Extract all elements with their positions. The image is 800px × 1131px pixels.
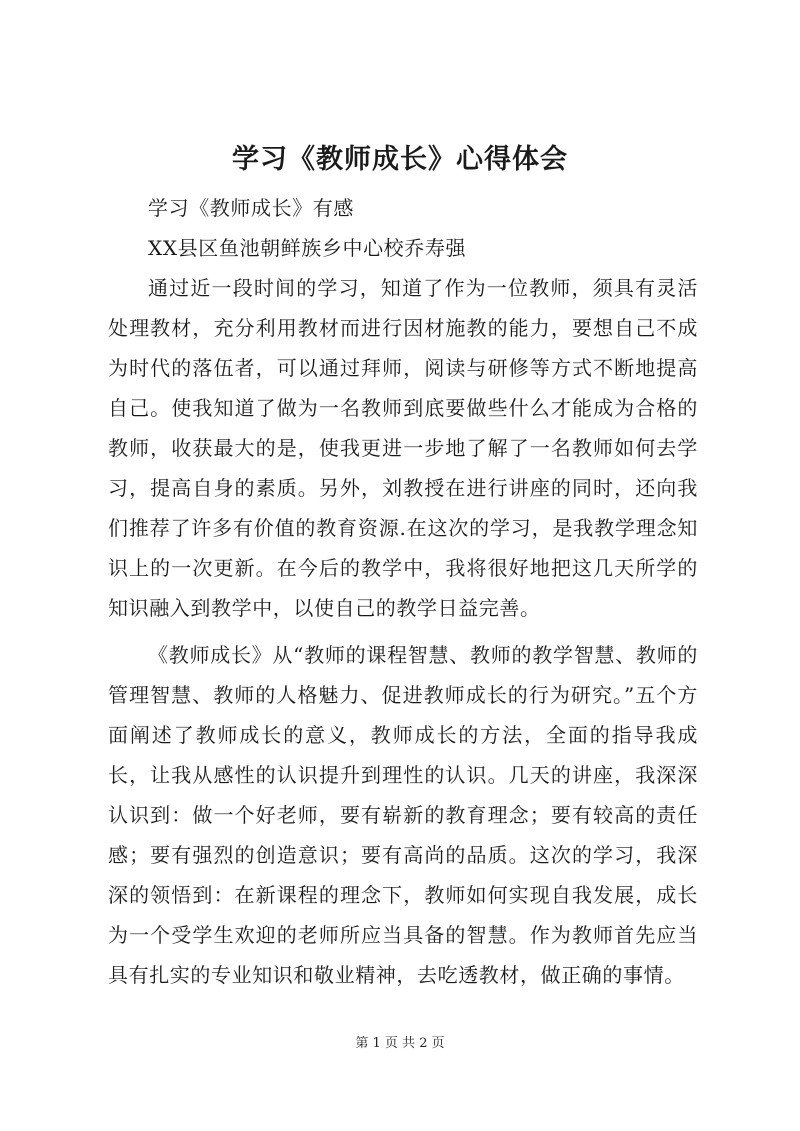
author-line: XX县区鱼池朝鲜族乡中心校乔寿强 (148, 236, 467, 260)
document-title: 学习《教师成长》心得体会 (232, 144, 568, 175)
subtitle: 学习《教师成长》有感 (148, 196, 354, 220)
paragraph: 通过近一段时间的学习，知道了作为一位教师，须具有灵活处理教材，充分利用教材而进行因材施教的能力，要想自己不成为时代的落伍者，可以通过拜师，阅读与研修等方式不断地提高自己。使我知道了做为一名教师到底要做些什么才能成为合格的教师，收获最大的是，使我更进一步地了解了一名教师如何去学习，提高自身的素质。另外，刘教授在进行讲座的同时，还向我们推荐了许多有价值的教育资源.在这次的学习，是我教学理念知识上的一次更新。在今后的教学中，我将很好地把这几天所学的知识融入到教学中，以使自己的教学日益完善。 (108, 276, 698, 620)
page-footer: 第 1 页 共 2 页 (355, 1036, 445, 1051)
paragraph: 《教师成长》从“教师的课程智慧、教师的教学智慧、教师的管理智慧、教师的人格魅力、促进教师成长的行为研究。”五个方面阐述了教师成长的意义，教师成长的方法，全面的指导我成长，让我从感性的认识提升到理性的认识。几天的讲座，我深深认识到：做一个好老师，要有崭新的教育理念；要有较高的责任感；要有强烈的创造意识；要有高尚的品质。这次的学习，我深深的领悟到：在新课程的理念下，教师如何实现自我发展，成长为一个受学生欢迎的老师所应当具备的智慧。作为教师首先应当具有扎实的专业知识和敬业精神，去吃透教材，做正确的事情。 (108, 643, 698, 987)
document-body (108, 188, 698, 995)
